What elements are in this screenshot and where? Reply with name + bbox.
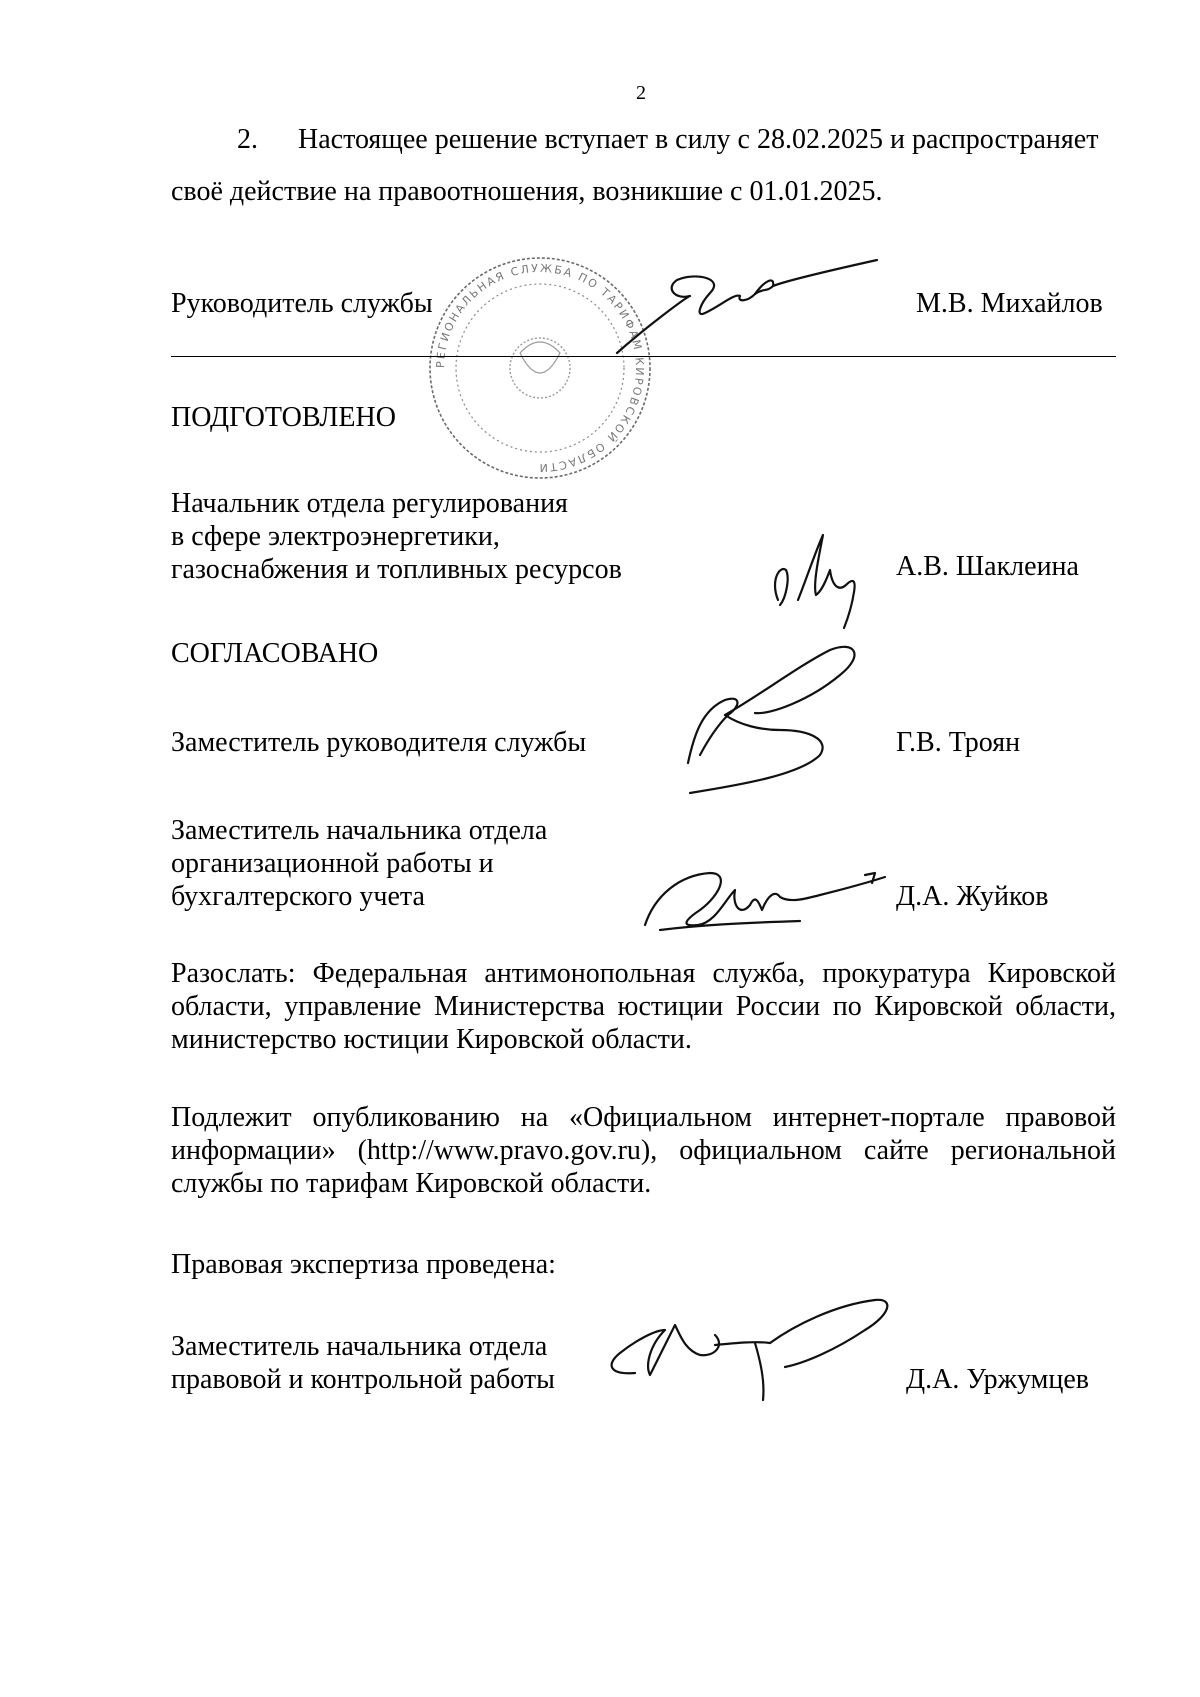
publication-paragraph: Подлежит опубликованию на «Официальном интернет-портале правовой информации» (http://www.pravo.gov.ru), официальном сайте региональной службы по тарифам Кировской области. — [171, 1102, 1116, 1199]
page-number: 2 — [636, 82, 646, 104]
deputy-org-signature — [640, 855, 890, 935]
head-title: Руководитель службы — [171, 288, 433, 319]
prepared-name: А.В. Шаклеина — [896, 551, 1079, 582]
legal-line1: Заместитель начальника отдела — [171, 1331, 548, 1362]
head-name: М.В. Михайлов — [916, 288, 1103, 319]
distribution-paragraph: Разослать: Федеральная антимонопольная служба, прокуратура Кировской области, управление Министерства юстиции России по Кировской области, министерство юстиции Кировской области. — [171, 958, 1116, 1055]
prepared-heading: ПОДГОТОВЛЕНО — [171, 402, 396, 433]
deputy-org-line2: организационной работы и — [171, 848, 494, 879]
legal-heading: Правовая экспертиза проведена: — [171, 1249, 556, 1280]
deputy-name: Г.В. Троян — [896, 727, 1021, 758]
prepared-line3: газоснабжения и топливных ресурсов — [171, 554, 622, 585]
prepared-line2: в сфере электроэнергетики, — [171, 521, 500, 552]
prepared-line1: Начальник отдела регулирования — [171, 488, 568, 519]
legal-signature — [605, 1295, 895, 1405]
deputy-signature — [680, 645, 880, 795]
head-signature — [615, 258, 880, 358]
legal-name: Д.А. Уржумцев — [906, 1364, 1090, 1395]
agreed-heading: СОГЛАСОВАНО — [171, 638, 379, 669]
deputy-title: Заместитель руководителя службы — [171, 727, 587, 758]
legal-line2: правовой и контрольной работы — [171, 1364, 555, 1395]
deputy-org-line3: бухгалтерского учета — [171, 881, 425, 912]
separator-line — [171, 356, 1116, 357]
item2-line2: своё действие на правоотношения, возникшие с 01.01.2025. — [171, 176, 883, 207]
prepared-signature — [768, 530, 878, 630]
item2-line1: Настоящее решение вступает в силу с 28.02.2025 и распространяет — [298, 124, 1099, 155]
deputy-org-name: Д.А. Жуйков — [896, 881, 1049, 912]
item-number: 2. — [237, 124, 258, 155]
seal-text: РЕГИОНАЛЬНАЯ СЛУЖБА ПО ТАРИФАМ КИРОВСКОЙ ОБЛАСТИ — [433, 261, 647, 475]
deputy-org-line1: Заместитель начальника отдела — [171, 815, 548, 846]
